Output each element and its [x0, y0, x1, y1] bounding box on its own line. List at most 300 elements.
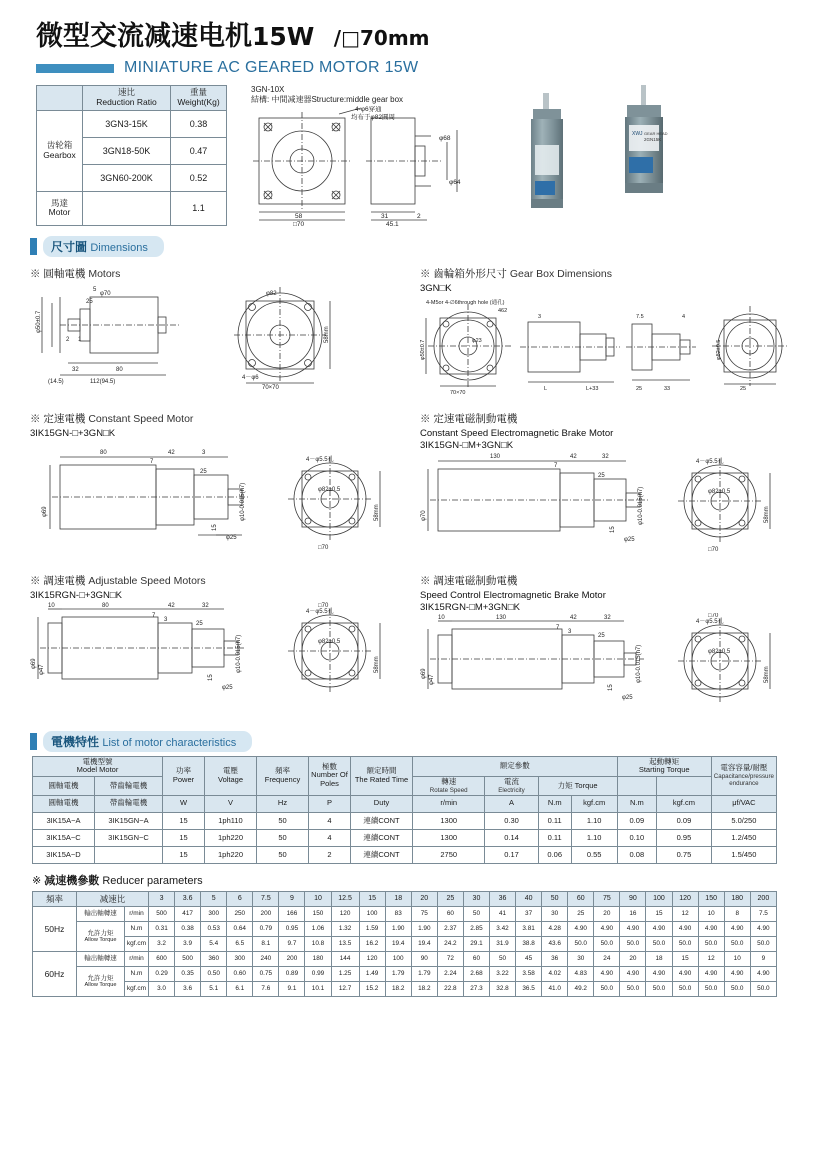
chars-unit-uf: μf/VAC [711, 795, 776, 812]
reducer-ratio-header: 75 [594, 891, 620, 906]
cell: 12.7 [331, 981, 359, 996]
cell: 72 [437, 951, 463, 966]
cell: 43.6 [542, 936, 568, 951]
cell [95, 846, 163, 863]
cell: 500 [149, 906, 175, 921]
reducer-row-unit: N.m [125, 966, 149, 981]
svg-text:φ25: φ25 [622, 694, 633, 701]
svg-text:7: 7 [152, 612, 156, 619]
svg-text:φ70: φ70 [421, 510, 427, 521]
chars-header-rated-params: 額定參數 [413, 756, 618, 776]
cell: 4.90 [724, 921, 750, 936]
svg-text:25: 25 [636, 385, 643, 392]
cell: 18 [646, 951, 672, 966]
cell: 0.60 [227, 966, 253, 981]
cell: 15 [646, 906, 672, 921]
cell: 24 [594, 951, 620, 966]
cell: 500 [175, 951, 201, 966]
cell: 12 [698, 951, 724, 966]
svg-text:58mm: 58mm [764, 506, 770, 523]
chars-subheader-current: 電流 Electricity [485, 777, 538, 796]
svg-text:φ82±0.5: φ82±0.5 [708, 648, 731, 655]
cell: 1300 [413, 829, 485, 846]
cell: 9 [750, 951, 776, 966]
reducer-header-ratio: 减速比 [77, 891, 149, 906]
cell: 36 [542, 951, 568, 966]
reducer-frequency-label: 60Hz [33, 951, 77, 996]
cell: 1ph110 [205, 812, 257, 829]
table-row [33, 846, 777, 863]
svg-text:2: 2 [66, 336, 70, 343]
cell: 連續CONT [351, 812, 413, 829]
cell: 2.37 [437, 921, 463, 936]
svg-text:15: 15 [208, 674, 214, 681]
svg-text:7: 7 [554, 462, 558, 469]
cell: 3.2 [149, 936, 175, 951]
chars-subheader-start-nm [617, 777, 657, 796]
svg-text:φ82±0.5: φ82±0.5 [318, 638, 341, 645]
reducer-ratio-header: 36 [489, 891, 515, 906]
cell: 50.0 [724, 981, 750, 996]
chars-header-poles: 極數 Number Of Poles [309, 756, 351, 795]
speed-brake-drawing [420, 613, 800, 721]
svg-text:4－φ5.5孔: 4－φ5.5孔 [696, 618, 724, 625]
spec-motor-weight: 1.1 [171, 191, 227, 225]
cell: 1.5/450 [711, 846, 776, 863]
svg-text:3: 3 [164, 616, 168, 623]
spec-header-weight: 重量 Weight(Kg) [171, 86, 227, 111]
reducer-row-unit: N.m [125, 921, 149, 936]
cell: 50.0 [672, 981, 698, 996]
svg-text:□70: □70 [708, 612, 719, 619]
cell: 3IK15A−A [33, 812, 95, 829]
cell: 1.10 [571, 829, 617, 846]
reducer-ratio-header: 180 [724, 891, 750, 906]
chars-header-power: 功率 Power [163, 756, 205, 795]
svg-text:7: 7 [556, 624, 560, 631]
cell: 4.90 [620, 966, 646, 981]
cell: 4.83 [568, 966, 594, 981]
cell: 20 [620, 951, 646, 966]
spec-ratio: 3GN60-200K [83, 164, 171, 191]
chars-subheader-torque: 力矩 Torque [538, 777, 617, 796]
reducer-ratio-header: 6 [227, 891, 253, 906]
cell: 2.24 [437, 966, 463, 981]
characteristics-table [32, 756, 777, 864]
svg-text:25: 25 [86, 298, 93, 305]
cell: 連續CONT [351, 846, 413, 863]
subhead-motors: ※ 圓軸電機 Motors [30, 267, 121, 280]
svg-text:25: 25 [598, 472, 605, 479]
top-drawing-svg [251, 106, 521, 226]
cell: 4.90 [698, 966, 724, 981]
cell: 3.6 [175, 981, 201, 996]
cell: 50 [257, 846, 309, 863]
top-note-1: 4-φ6穿通 [355, 105, 382, 113]
block-adjustable-speed [30, 566, 420, 721]
chars-unit-v: V [205, 795, 257, 812]
cell: 3.58 [516, 966, 542, 981]
reducer-ratio-header: 50 [542, 891, 568, 906]
svg-text:45.1: 45.1 [386, 220, 399, 226]
svg-text:58mm: 58mm [764, 666, 770, 683]
cell: 3IK15A−C [33, 829, 95, 846]
subhead-brake-motor-en: Constant Speed Electromagnetic Brake Motor [420, 427, 614, 439]
cell: 4.28 [542, 921, 568, 936]
svg-text:5: 5 [93, 286, 97, 293]
subhead-speed-brake-en: Speed Control Electromagnetic Brake Motor [420, 589, 606, 601]
cell: 4.90 [594, 921, 620, 936]
cell: 38.8 [516, 936, 542, 951]
cell: 16.2 [359, 936, 385, 951]
svg-text:φ10-0.015(h7): φ10-0.015(h7) [240, 482, 246, 521]
spec-ratio: 3GN18-50K [83, 137, 171, 164]
subhead-constant-speed-model: 3IK15GN-□+3GN□K [30, 427, 116, 439]
chars-unit-p: P [309, 795, 351, 812]
svg-text:φ10-0.015(h7): φ10-0.015(h7) [636, 644, 642, 683]
svg-text:130: 130 [496, 614, 507, 621]
cell: 4.90 [698, 921, 724, 936]
svg-text:10: 10 [48, 602, 55, 609]
svg-text:4－φ5.5孔: 4－φ5.5孔 [696, 458, 724, 465]
cell: 1.10 [571, 812, 617, 829]
cell: 4.90 [672, 921, 698, 936]
cell: 360 [201, 951, 227, 966]
cell: 9.7 [279, 936, 305, 951]
subhead-adjustable-model: 3IK15RGN-□+3GN□K [30, 589, 122, 601]
svg-text:15: 15 [212, 524, 218, 531]
product-photos [531, 85, 771, 226]
subhead-brake-motor: ※ 定速電磁制動電機 [420, 412, 518, 425]
block-gearbox-dims [420, 259, 800, 402]
cell: 41.0 [542, 981, 568, 996]
cell: 50.0 [620, 936, 646, 951]
reducer-table [32, 891, 777, 997]
svg-text:□70: □70 [318, 602, 329, 609]
svg-text:42: 42 [570, 453, 577, 460]
cell: 50 [257, 812, 309, 829]
cell: 0.11 [538, 812, 571, 829]
cell: 60 [437, 906, 463, 921]
svg-text:58mm: 58mm [374, 504, 380, 521]
cell: 120 [331, 906, 359, 921]
cell: 8.1 [253, 936, 279, 951]
cell: 1.90 [411, 921, 437, 936]
cell: 4.90 [568, 921, 594, 936]
reducer-row-unit: r/min [125, 951, 149, 966]
reducer-row-unit: kgf.cm [125, 936, 149, 951]
cell: 2 [309, 846, 351, 863]
reducer-ratio-header: 150 [698, 891, 724, 906]
svg-text:3: 3 [538, 313, 542, 320]
chars-subheader-round-shaft: 圓軸電機 [33, 777, 95, 796]
svg-text:15: 15 [608, 684, 614, 691]
svg-text:25: 25 [740, 385, 747, 392]
cell: 1.49 [359, 966, 385, 981]
cell: 29.1 [463, 936, 489, 951]
reducer-ratio-header: 9 [279, 891, 305, 906]
svg-text:GEAR HEAD: GEAR HEAD [644, 131, 668, 136]
cell: 36.5 [516, 981, 542, 996]
top-note-2: 均布于φ82圓周 [351, 113, 395, 121]
reducer-header-freq: 頻率 [33, 891, 77, 906]
svg-text:φ69: φ69 [421, 668, 427, 679]
reducer-ratio-header: 3.6 [175, 891, 201, 906]
table-row [33, 981, 777, 996]
block-brake-motor [420, 404, 800, 564]
cell: 16 [620, 906, 646, 921]
spec-table [36, 85, 227, 226]
spec-weight: 0.52 [171, 164, 227, 191]
svg-text:70×70: 70×70 [450, 389, 466, 396]
chars-unit-hz: Hz [257, 795, 309, 812]
cell: 0.38 [175, 921, 201, 936]
cell: 3.9 [175, 936, 201, 951]
svg-text:φ64: φ64 [449, 178, 461, 186]
photo-label-brand: XWJ [632, 131, 643, 137]
svg-text:25: 25 [196, 620, 203, 627]
svg-text:□70: □70 [318, 544, 329, 551]
spec-header-ratio: 速比 Reduction Ratio [83, 86, 171, 111]
svg-text:42: 42 [168, 602, 175, 609]
cell: 240 [253, 951, 279, 966]
subhead-speed-brake: ※ 調速電磁制動電機 [420, 574, 518, 587]
cell: 7.5 [750, 906, 776, 921]
motor-dimension-drawing [30, 283, 415, 398]
reducer-ratio-header: 15 [359, 891, 385, 906]
cell: 0.06 [538, 846, 571, 863]
section-accent-bar [30, 733, 37, 750]
cell: 1300 [413, 812, 485, 829]
cell: 15 [163, 812, 205, 829]
cell: 0.89 [279, 966, 305, 981]
subhead-adjustable: ※ 調速電機 Adjustable Speed Motors [30, 574, 206, 587]
spec-ratio-empty [83, 191, 171, 225]
cell: 24.2 [437, 936, 463, 951]
reducer-row-unit: r/min [125, 906, 149, 921]
reducer-ratio-header: 25 [437, 891, 463, 906]
cell: 37 [516, 906, 542, 921]
cell: 4.90 [750, 921, 776, 936]
cell: 13.5 [331, 936, 359, 951]
title-accent-bar [36, 64, 114, 73]
chars-header-rated-time: 額定時間 The Rated Time [351, 756, 413, 795]
svg-text:(14.5): (14.5) [48, 378, 64, 385]
cell: 1.79 [411, 966, 437, 981]
cell: 3.81 [516, 921, 542, 936]
cell: 300 [201, 906, 227, 921]
svg-text:φ82: φ82 [266, 290, 277, 297]
svg-text:φ25: φ25 [222, 684, 233, 691]
cell: 1.06 [305, 921, 331, 936]
brake-motor-drawing [420, 451, 800, 561]
cell: 50 [257, 829, 309, 846]
cell: 75 [411, 906, 437, 921]
chars-unit-duty: Duty [351, 795, 413, 812]
dimensions-row-1 [0, 259, 815, 402]
reducer-ratio-header: 100 [646, 891, 672, 906]
svg-text:58mm: 58mm [374, 656, 380, 673]
table-row [33, 921, 777, 936]
chars-unit-w: W [163, 795, 205, 812]
svg-text:2: 2 [417, 212, 421, 220]
top-drawing-structure: 結構: 中間减速器Structure:middle gear box [251, 95, 404, 105]
svg-text:7: 7 [150, 458, 154, 465]
cell: 50.0 [750, 981, 776, 996]
cell: 2750 [413, 846, 485, 863]
reducer-ratio-header: 5 [201, 891, 227, 906]
cell: 1ph220 [205, 846, 257, 863]
cell: 10 [724, 951, 750, 966]
block-motors [30, 259, 420, 402]
reducer-row-label: 輸出軸轉速 [77, 906, 125, 921]
svg-text:φ50±0.7: φ50±0.7 [420, 339, 426, 360]
chars-subheader-geared: 帶齒輪電機 [95, 777, 163, 796]
cell: 5.4 [201, 936, 227, 951]
cell: 1ph220 [205, 829, 257, 846]
table-row [33, 829, 777, 846]
chars-unit-a: A [485, 795, 538, 812]
adjustable-speed-drawing [30, 601, 415, 711]
section-accent-bar [30, 238, 37, 255]
cell: 4.90 [724, 966, 750, 981]
spec-label-gearbox: 齿轮箱 Gearbox [37, 110, 83, 191]
cell: 30 [542, 906, 568, 921]
subhead-gearbox-model: 3GN□K [420, 282, 452, 294]
svg-text:4-M5or 4-∅6through hole (通孔): 4-M5or 4-∅6through hole (通孔) [426, 299, 505, 306]
cell: 0.75 [657, 846, 712, 863]
chars-unit-rmin: r/min [413, 795, 485, 812]
svg-text:130: 130 [490, 453, 501, 460]
cell: 50.0 [724, 936, 750, 951]
cell: 5.1 [201, 981, 227, 996]
cell: 41 [489, 906, 515, 921]
svg-text:80: 80 [116, 366, 123, 373]
svg-text:1: 1 [78, 336, 82, 343]
cell: 0.09 [657, 812, 712, 829]
reducer-ratio-header: 40 [516, 891, 542, 906]
svg-text:80: 80 [102, 602, 109, 609]
cell: 31.9 [489, 936, 515, 951]
cell: 1.59 [359, 921, 385, 936]
cell: 0.08 [617, 846, 657, 863]
svg-text:φ10-0.015(h7): φ10-0.015(h7) [638, 486, 644, 525]
cell: 0.11 [538, 829, 571, 846]
title-cn-square: □70mm [341, 26, 430, 50]
top-drawing-model: 3GN-10X [251, 85, 285, 94]
reducer-row-label: 允許力矩 Allow Torque [77, 921, 125, 951]
svg-text:4: 4 [682, 313, 686, 320]
cell: 50.0 [698, 936, 724, 951]
cell: 6.5 [227, 936, 253, 951]
chars-unit-model-a: 圓軸電機 [33, 795, 95, 812]
cell: 18.2 [385, 981, 411, 996]
cell: 3IK15GN−C [95, 829, 163, 846]
cell: 0.79 [253, 921, 279, 936]
cell: 0.55 [571, 846, 617, 863]
reducer-ratio-header: 7.5 [253, 891, 279, 906]
cell: 4.90 [646, 921, 672, 936]
cell: 30 [568, 951, 594, 966]
chars-subheader-start-kgf [657, 777, 712, 796]
cell: 19.4 [385, 936, 411, 951]
svg-text:42: 42 [570, 614, 577, 621]
cell: 50.0 [646, 936, 672, 951]
chars-unit-start-kgfcm: kgf.cm [657, 795, 712, 812]
cell: 0.09 [617, 812, 657, 829]
cell: 6.1 [227, 981, 253, 996]
svg-text:□70: □70 [293, 220, 305, 226]
cell: 5.0/250 [711, 812, 776, 829]
svg-text:φ25: φ25 [624, 536, 635, 543]
reducer-ratio-header: 10 [305, 891, 331, 906]
chars-header-capacitance: 電容容量/耐壓 Capacitance/pressure endurance [711, 756, 776, 795]
cell: 9.1 [279, 981, 305, 996]
reducer-ratio-header: 30 [463, 891, 489, 906]
cell: 50 [489, 951, 515, 966]
cell: 12 [672, 906, 698, 921]
section-dimensions-pill: 尺寸圖 Dimensions [43, 236, 164, 257]
svg-text:32: 32 [202, 602, 209, 609]
svg-text:25: 25 [200, 468, 207, 475]
page-title [36, 14, 815, 53]
cell: 4.90 [646, 966, 672, 981]
chars-subheader-speed: 轉速 Rotate Speed [413, 777, 485, 796]
cell: 0.53 [201, 921, 227, 936]
svg-text:32: 32 [72, 366, 79, 373]
cell: 10.1 [305, 981, 331, 996]
reducer-frequency-label: 50Hz [33, 906, 77, 951]
reducer-ratio-header: 120 [672, 891, 698, 906]
cell: 50 [463, 906, 489, 921]
svg-text:462: 462 [498, 307, 508, 314]
cell: 15 [163, 846, 205, 863]
cell: 0.14 [485, 829, 538, 846]
title-cn-size: 15W [252, 22, 315, 51]
table-row [33, 951, 777, 966]
section-characteristics-header [30, 731, 815, 752]
cell: 0.99 [305, 966, 331, 981]
table-row [33, 906, 777, 921]
svg-text:80: 80 [100, 449, 107, 456]
cell: 180 [305, 951, 331, 966]
cell: 50.0 [672, 936, 698, 951]
photo-motor-left [531, 85, 771, 215]
cell: 15 [163, 829, 205, 846]
chars-header-model: 電機型號 Model Motor [33, 756, 163, 776]
svg-text:15: 15 [610, 526, 616, 533]
svg-text:φ25: φ25 [226, 534, 237, 541]
svg-text:25: 25 [598, 632, 605, 639]
svg-text:112(94.5): 112(94.5) [90, 378, 116, 385]
cell: 0.31 [149, 921, 175, 936]
svg-text:10: 10 [438, 614, 445, 621]
cell: 1.32 [331, 921, 359, 936]
cell: 0.95 [657, 829, 712, 846]
section-reducer-header: ※ 减速機參數 Reducer parameters [32, 874, 203, 887]
svg-text:φ69: φ69 [42, 506, 48, 517]
svg-text:φ82±0.5: φ82±0.5 [708, 488, 731, 495]
section-characteristics-pill: 電機特性 List of motor characteristics [43, 731, 252, 752]
table-row [37, 110, 227, 137]
spec-weight: 0.38 [171, 110, 227, 137]
cell: 2.68 [463, 966, 489, 981]
svg-text:2GN15K: 2GN15K [644, 137, 662, 142]
cell: 1.79 [385, 966, 411, 981]
cell: 417 [175, 906, 201, 921]
cell: 0.50 [201, 966, 227, 981]
cell: 200 [253, 906, 279, 921]
